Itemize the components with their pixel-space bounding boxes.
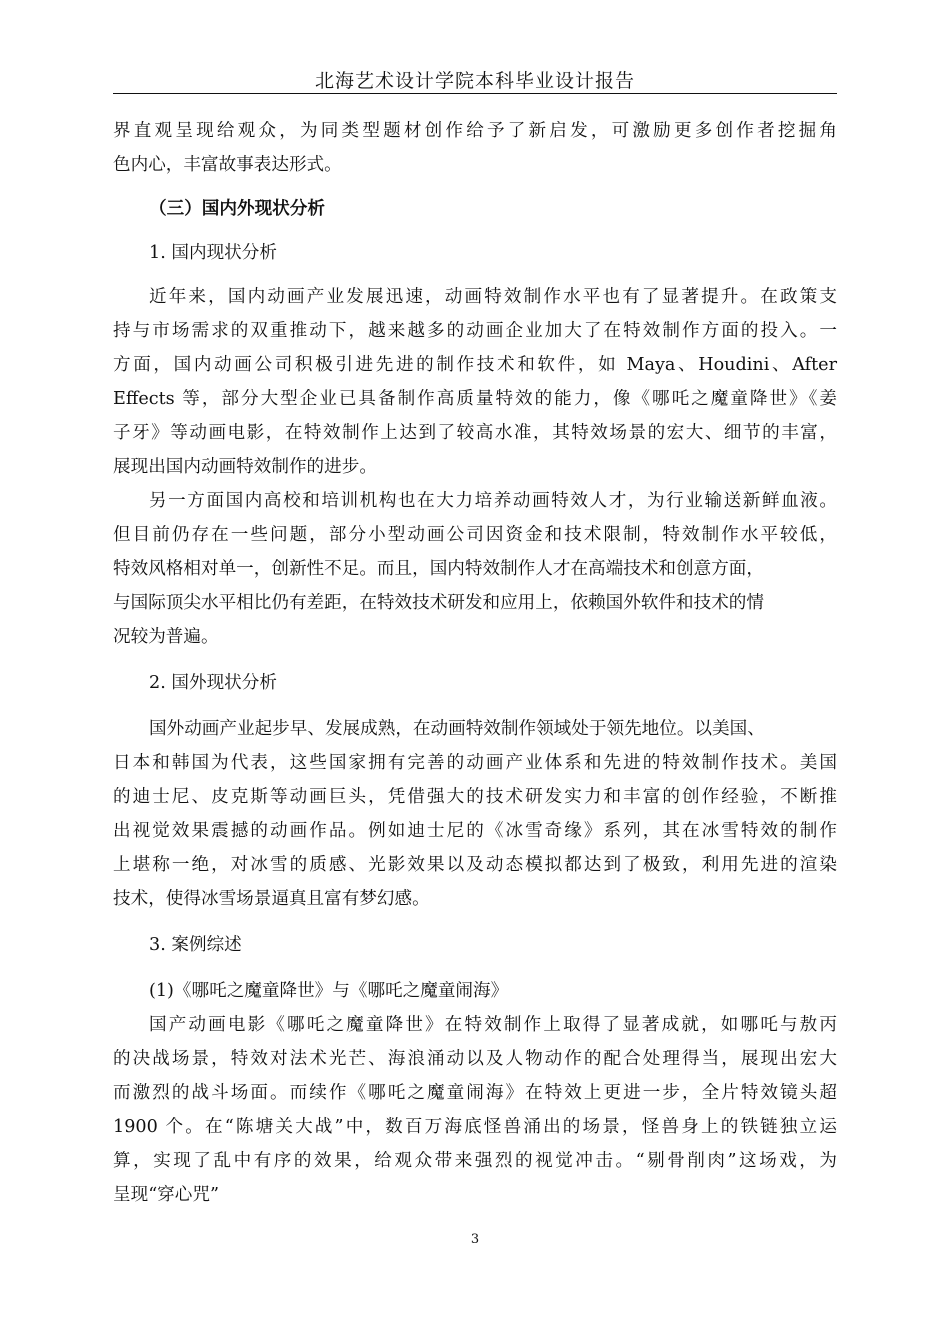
text-line: 算，实现了乱中有序的效果，给观众带来强烈的视觉冲击。“剔骨削肉”这场戏，为 — [113, 1151, 837, 1171]
text-line: 况较为普遍。 — [113, 627, 219, 647]
text-line: 呈现“穿心咒” — [113, 1185, 219, 1205]
text-line: 界直观呈现给观众，为同类型题材创作给予了新启发，可激励更多创作者挖掘角 — [113, 121, 837, 141]
text-line: 持与市场需求的双重推动下，越来越多的动画企业加大了在特效制作方面的投入。一 — [113, 321, 837, 341]
text-line: 技术，使得冰雪场景逼真且富有梦幻感。 — [113, 889, 430, 909]
header-rule — [113, 93, 837, 94]
text-line: 的迪士尼、皮克斯等动画巨头，凭借强大的技术研发实力和丰富的创作经验，不断推 — [113, 787, 837, 807]
subsection-heading: 3. 案例综述 — [149, 935, 242, 955]
document-body — [113, 114, 837, 1212]
text-line: 特效风格相对单一，创新性不足。而且，国内特效制作人才在高端技术和创意方面， — [113, 559, 764, 579]
text-line: 另一方面国内高校和培训机构也在大力培养动画特效人才，为行业输送新鲜血液。 — [149, 491, 837, 511]
page-header-title: 北海艺术设计学院本科毕业设计报告 — [314, 70, 635, 92]
case-heading: (1)《哪吒之魔童降世》与《哪吒之魔童闹海》 — [149, 981, 509, 1001]
text-line: 国外动画产业起步早、发展成熟，在动画特效制作领域处于领先地位。以美国、 — [149, 719, 765, 739]
text-line: 子牙》等动画电影，在特效制作上达到了较高水准，其特效场景的宏大、细节的丰富， — [113, 423, 837, 443]
text-line: 但目前仍存在一些问题，部分小型动画公司因资金和技术限制，特效制作水平较低， — [113, 525, 837, 545]
subsection-heading: 2. 国外现状分析 — [149, 673, 277, 693]
text-line: 的决战场景，特效对法术光芒、海浪涌动以及人物动作的配合处理得当，展现出宏大 — [113, 1049, 837, 1069]
text-line: 色内心，丰富故事表达形式。 — [113, 155, 342, 175]
text-line: 上堪称一绝，对冰雪的质感、光影效果以及动态模拟都达到了极致，利用先进的渲染 — [113, 855, 837, 875]
text-line: 而激烈的战斗场面。而续作《哪吒之魔童闹海》在特效上更进一步，全片特效镜头超 — [113, 1083, 837, 1103]
text-line: 近年来，国内动画产业发展迅速，动画特效制作水平也有了显著提升。在政策支 — [149, 287, 837, 307]
text-line: Effects 等，部分大型企业已具备制作高质量特效的能力，像《哪吒之魔童降世》《姜 — [113, 389, 837, 409]
text-line: 与国际顶尖水平相比仍有差距，在特效技术研发和应用上，依赖国外软件和技术的情 — [113, 593, 764, 613]
text-line: 1900 个。在“陈塘关大战”中，数百万海底怪兽涌出的场景，怪兽身上的铁链独立运 — [113, 1117, 837, 1137]
text-line: 方面，国内动画公司积极引进先进的制作技术和软件，如 Maya、Houdini、After — [113, 355, 837, 375]
section-heading: （三）国内外现状分析 — [149, 198, 325, 219]
text-line: 国产动画电影《哪吒之魔童降世》在特效制作上取得了显著成就，如哪吒与敖丙 — [149, 1015, 837, 1035]
text-line: 出视觉效果震撼的动画作品。例如迪士尼的《冰雪奇缘》系列，其在冰雪特效的制作 — [113, 821, 837, 841]
subsection-heading: 1. 国内现状分析 — [149, 243, 277, 263]
page-number: 3 — [470, 1232, 480, 1247]
text-line: 展现出国内动画特效制作的进步。 — [113, 457, 377, 477]
text-line: 日本和韩国为代表，这些国家拥有完善的动画产业体系和先进的特效制作技术。美国 — [113, 753, 837, 773]
